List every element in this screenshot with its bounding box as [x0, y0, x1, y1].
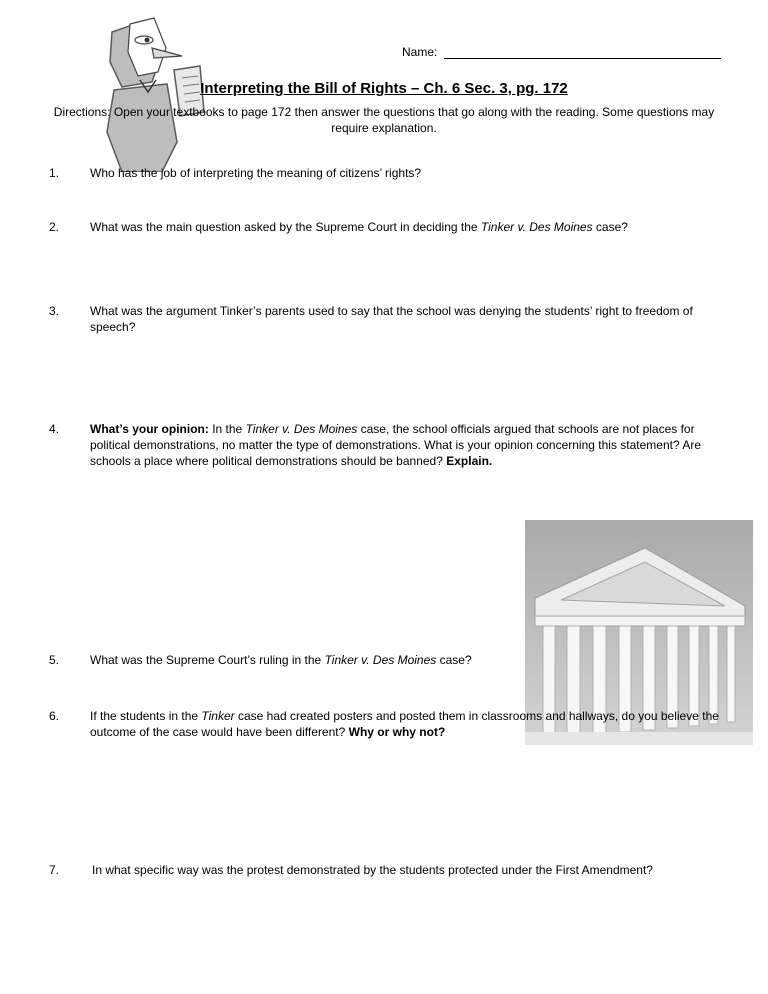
case-name: Tinker	[201, 709, 235, 723]
question-2	[49, 219, 719, 235]
question-text: What’s your opinion: In the Tinker v. Des Moines case, the school officials argued that schools are not places for political demonstrations, no matter the type of demonstrations. What is your opinion concerning this statement? Are schools a place where political demonstrations should be banned? Explain.	[90, 422, 701, 468]
question-6	[49, 708, 719, 740]
question-text: If the students in the Tinker case had created posters and posted them in classrooms and hallways, do you believe the outcome of the case would have been different? Why or why not?	[90, 709, 719, 739]
question-text: What was the Supreme Court’s ruling in the Tinker v. Des Moines case?	[90, 653, 472, 667]
case-name: Tinker v. Des Moines	[480, 220, 593, 234]
question-number: 5.	[49, 653, 60, 667]
question-number: 1.	[49, 166, 60, 180]
question-text: Who has the job of interpreting the meaning of citizens’ rights?	[90, 166, 422, 180]
question-number: 7.	[49, 863, 60, 877]
question-3	[49, 303, 719, 335]
opinion-lead: What’s your opinion:	[90, 422, 209, 436]
question-7	[49, 862, 719, 878]
question-number: 6.	[49, 709, 60, 723]
question-text: In what specific way was the protest demonstrated by the students protected under the First Amendment?	[92, 863, 653, 877]
name-label: Name:	[402, 45, 438, 59]
question-text: What was the main question asked by the Supreme Court in deciding the Tinker v. Des Moines case?	[90, 220, 628, 234]
directions-text: Directions: Open your textbooks to page 172 then answer the questions that go along with the reading. Some questions may require explanation.	[53, 105, 715, 135]
why-prompt: Why or why not?	[348, 725, 446, 739]
name-field	[402, 45, 721, 59]
explain-prompt: Explain.	[446, 454, 493, 468]
case-name: Tinker v. Des Moines	[324, 653, 437, 667]
question-text: What was the argument Tinker’s parents used to say that the school was denying the students’ right to freedom of speech?	[90, 304, 693, 334]
question-4	[49, 421, 719, 469]
question-1	[49, 165, 719, 181]
question-number: 2.	[49, 220, 60, 234]
name-blank-line[interactable]	[444, 46, 721, 59]
case-name: Tinker v. Des Moines	[245, 422, 358, 436]
question-number: 4.	[49, 422, 60, 436]
question-number: 3.	[49, 304, 60, 318]
page-title: Interpreting the Bill of Rights – Ch. 6 Sec. 3, pg. 172	[200, 80, 568, 97]
question-5	[49, 652, 719, 668]
